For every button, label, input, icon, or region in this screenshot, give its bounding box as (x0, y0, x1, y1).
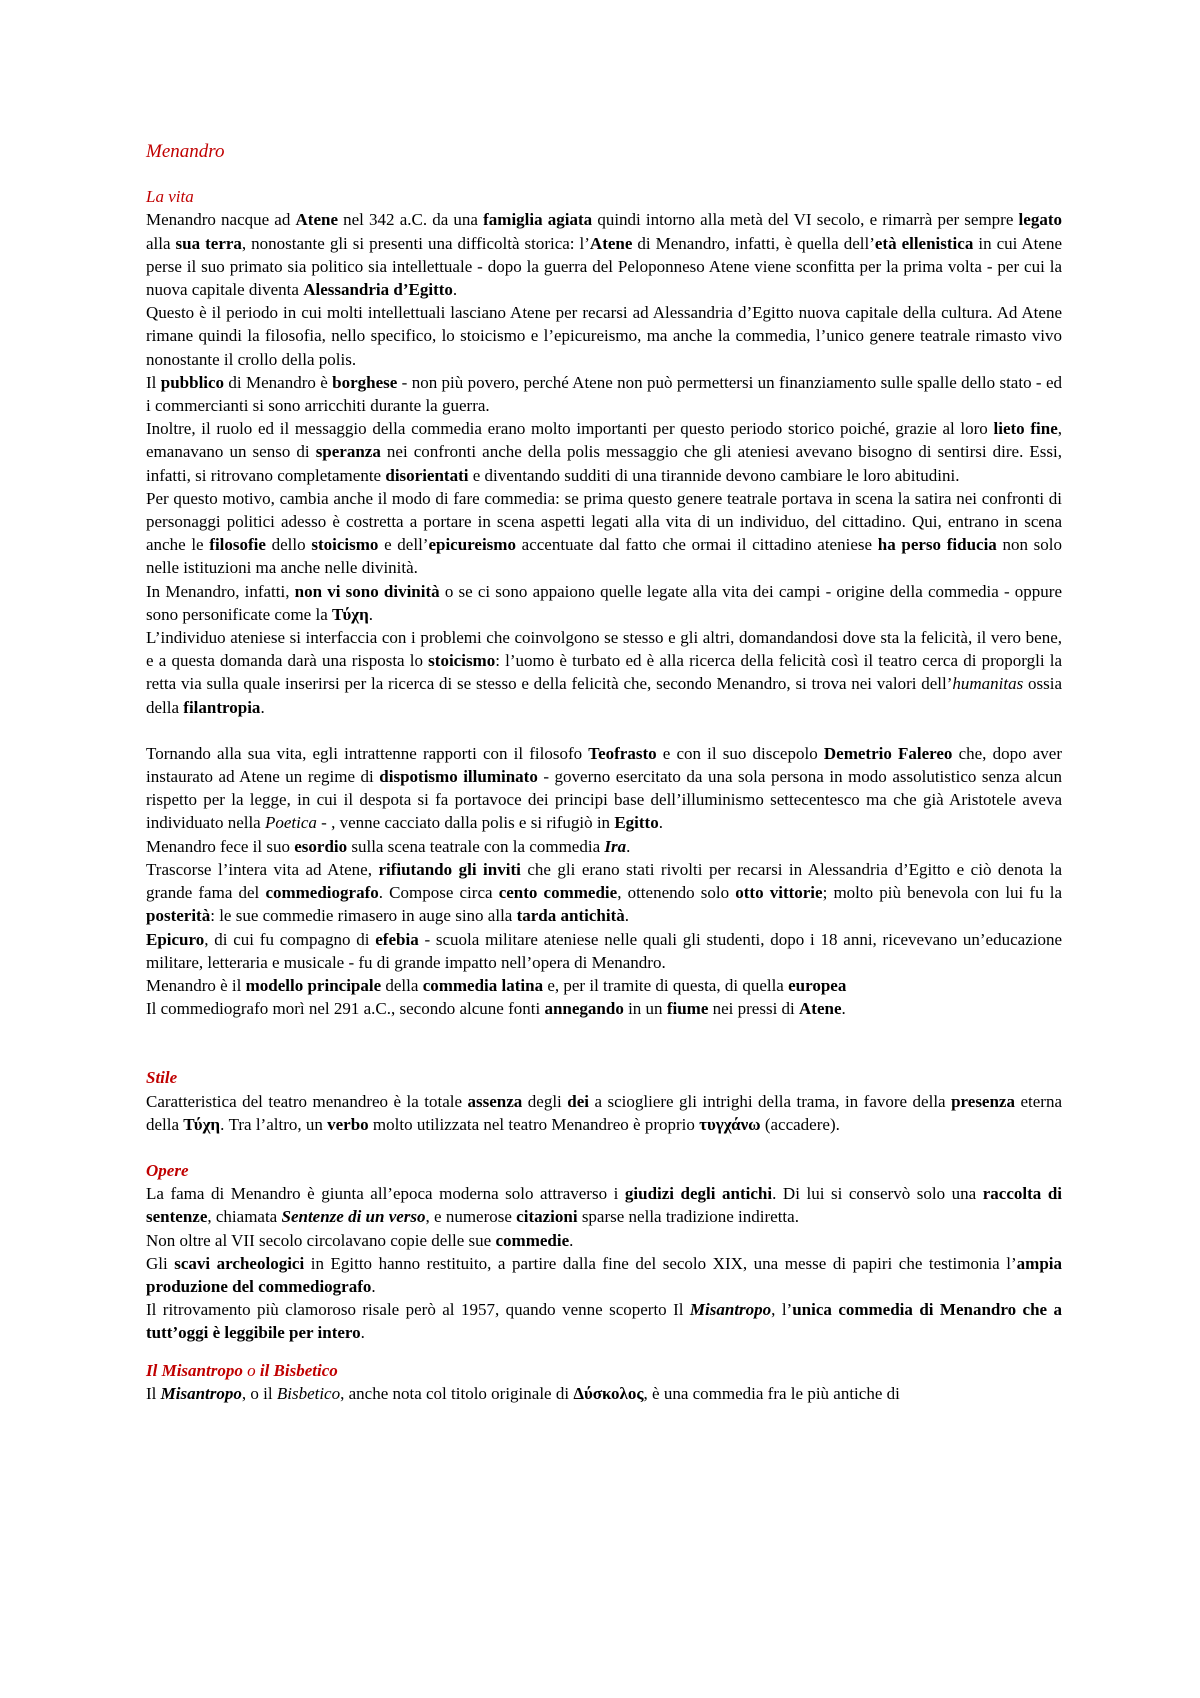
document-page (146, 140, 1062, 1405)
text-run: di Menandro, infatti, è quella dell’ (632, 233, 875, 253)
text-run: annegando (544, 999, 624, 1019)
text-run: rifiutando gli inviti (378, 859, 521, 879)
text-run: . (624, 906, 629, 926)
paragraph (146, 301, 1062, 371)
text-run: La fama di Menandro è giunta all’epoca moderna solo attraverso i (146, 1184, 625, 1204)
text-run: non solo nelle istituzioni ma anche nelle divinità. (146, 535, 1063, 578)
text-run: degli (522, 1091, 568, 1111)
text-run: commedie (495, 1230, 570, 1250)
text-run: eterna della (146, 1091, 1062, 1134)
text-run: cento commedie (498, 883, 618, 903)
text-run: e con il suo discepolo (656, 743, 824, 763)
text-run: otto vittorie (735, 883, 823, 903)
text-run: età ellenistica (874, 233, 974, 253)
text-run: efebia (375, 929, 419, 949)
paragraph (146, 580, 1062, 626)
text-run: , di cui fu compagno di (204, 929, 376, 949)
section-heading-vita: La vita (146, 187, 194, 207)
text-run: Il Misantropo (146, 1360, 243, 1380)
text-run: - scuola militare ateniese nelle quali gli studenti, dopo i 18 anni, ricevevano un’educazione militare, letteraria e musicale - fu di grande impatto nell’opera di Menandro. (146, 929, 1062, 972)
text-run: Bisbetico (276, 1383, 341, 1403)
text-run: - non più povero, perché Atene non può permettersi un finanziamento sulle spalle dello stato - ed i commercianti si sono arricchiti durante la guerra. (146, 372, 1062, 416)
paragraph (146, 1298, 1062, 1344)
text-run: Atene (295, 210, 338, 230)
spacer (146, 1020, 1062, 1066)
text-run: famiglia agiata (483, 210, 593, 230)
text-run: Misantropo (689, 1300, 772, 1320)
paragraph (146, 208, 1062, 301)
text-run: Menandro nacque ad (146, 210, 296, 230)
text-run: e dell’ (378, 535, 429, 555)
text-run: esordio (294, 836, 348, 856)
text-run: speranza (315, 442, 381, 462)
text-run: lieto fine (993, 419, 1058, 439)
text-run: ossia della (146, 674, 1063, 717)
section-vita-body-2 (146, 742, 1062, 1020)
text-run: Egitto (614, 813, 659, 833)
text-run: posterità (146, 906, 211, 926)
text-run: Questo è il periodo in cui molti intellettuali lasciano Atene per recarsi ad Alessandria d’Egitto nuova capitale della cultura. Ad Atene rimane quindi la filosofia, nello specifico, lo stoicismo e l’epicureismo, ma anche la commedia, l’unico genere teatrale rimasto vivo nonostante il crollo della polis. (146, 303, 1062, 369)
text-run: della (381, 975, 423, 995)
text-run: - , venne cacciato dalla polis e si rifugiò in (316, 813, 615, 833)
text-run: . Compose circa (378, 883, 499, 903)
text-run: nei pressi di (708, 999, 800, 1019)
text-run: Poetica (264, 813, 317, 833)
text-run: L’individuo ateniese si interfaccia con i problemi che coinvolgono se stesso e gli altri, domandandosi dove sta la felicità, il vero bene, e a questa domanda darà una risposta lo (146, 628, 1062, 671)
text-run: , anche nota col titolo originale di (340, 1383, 574, 1403)
text-run: : l’uomo è turbato ed è alla ricerca della felicità così il teatro cerca di proporgli la retta via sulla quale inserirsi per la ricerca di se stesso e della felicità che, secondo Menandro, si trova nei valori dell’ (146, 651, 1062, 694)
text-run: Teofrasto (588, 743, 657, 763)
text-run: nei confronti anche della polis messaggio che gli ateniesi avevano bisogno di sentirsi dire. Essi, infatti, si ritrovano completamente (146, 442, 1063, 485)
paragraph (146, 858, 1062, 928)
spacer (146, 719, 1062, 742)
text-run: Sentenze di un verso (281, 1207, 426, 1227)
text-run: filosofie (209, 535, 266, 555)
text-run: presenza (951, 1091, 1015, 1111)
text-run: epicureismo (428, 535, 516, 555)
text-run: che gli erano stati rivolti per recarsi in Alessandria d’Egitto e ciò denota la grande fama del (146, 859, 1063, 903)
text-run: ; molto più benevola con lui fu la (822, 883, 1062, 903)
text-run: : le sue commedie rimasero in auge sino alla (210, 906, 517, 926)
text-run: e diventando sudditi di una tirannide devono cambiare le loro abitudini. (468, 465, 960, 485)
text-run: . (658, 813, 663, 833)
text-run: , emanavano un senso di (146, 419, 1062, 462)
text-run: . (626, 836, 631, 856)
page-title: Menandro (146, 141, 225, 162)
text-run: . (569, 1230, 574, 1250)
text-run: . (452, 280, 458, 300)
text-run: ampia produzione del commediografo (146, 1253, 1062, 1296)
text-run: raccolta di sentenze (146, 1184, 1062, 1227)
text-run: sulla scena teatrale con la commedia (347, 836, 605, 856)
text-run: sua terra (175, 233, 242, 253)
paragraph (146, 742, 1062, 835)
text-run: . (371, 1276, 376, 1296)
text-run: a sciogliere gli intrighi della trama, in favore della (589, 1091, 952, 1111)
text-run: o (242, 1360, 260, 1380)
text-run: Τύχη (332, 604, 369, 624)
text-run: Inoltre, il ruolo ed il messaggio della commedia erano molto importanti per questo periodo storico poiché, grazie al loro (146, 419, 994, 439)
text-run: Il (146, 372, 161, 392)
section-stile-body (146, 1090, 1062, 1136)
text-run: , e numerose (425, 1207, 517, 1227)
text-run: Τύχη (183, 1114, 221, 1134)
section-heading-opere: Opere (146, 1160, 189, 1180)
text-run: molto utilizzata nel teatro Menandreo è proprio (368, 1114, 700, 1134)
paragraph (146, 1229, 1062, 1252)
paragraph (146, 1090, 1062, 1136)
text-run: pubblico (160, 372, 225, 392)
text-run: legato (1018, 210, 1062, 230)
text-run: nel 342 a.C. da una (337, 210, 484, 230)
text-run: , l’ (771, 1300, 793, 1320)
text-run: . Tra l’altro, un (220, 1114, 328, 1134)
text-run: , nonostante gli si presenti una difficoltà storica: l’ (241, 233, 590, 253)
text-run: Alessandria d’Egitto (303, 280, 453, 300)
section-vita-body (146, 208, 1062, 718)
text-run: stoicismo (428, 651, 496, 671)
text-run: Non oltre al VII secolo circolavano copie delle sue (146, 1230, 496, 1250)
paragraph (146, 1382, 1062, 1405)
text-run: in un (623, 999, 667, 1019)
text-run: Epicuro (146, 929, 205, 949)
text-run: accentuate dal fatto che ormai il cittadino ateniese (515, 535, 878, 555)
paragraph (146, 997, 1062, 1020)
paragraph (146, 487, 1062, 580)
text-run: humanitas (952, 674, 1024, 694)
text-run: . (360, 1323, 365, 1343)
text-run: citazioni (516, 1207, 578, 1227)
text-run: e, per il tramite di questa, di quella (543, 975, 789, 995)
paragraph (146, 928, 1062, 974)
paragraph (146, 626, 1062, 719)
text-run: Per questo motivo, cambia anche il modo di fare commedia: se prima questo genere teatrale portava in scena la satira nei confronti di personaggi politici adesso è costretta a portare in scena aspetti legati alla vita di un individuo, del cittadino. Qui, entrano in scena anche le (146, 488, 1062, 555)
text-run: (accadere). (760, 1114, 840, 1134)
text-run: ha perso fiducia (877, 535, 997, 555)
text-run: - governo esercitato da una sola persona in modo assolutistico senza alcun rispetto per la legge, in cui il despota si fa portavoce dei principi base dell’illuminismo settecentesco ma che già Aristotele aveva individuato nella (146, 767, 1062, 833)
section-opere-body (146, 1182, 1062, 1344)
text-run: commediografo (265, 883, 379, 903)
paragraph (146, 1252, 1062, 1298)
text-run: assenza (467, 1091, 523, 1111)
text-run: commedia latina (422, 975, 544, 995)
text-run: Ira (604, 836, 627, 856)
text-run: giudizi degli antichi (624, 1184, 773, 1204)
text-run: dei (567, 1091, 589, 1111)
text-run: quindi intorno alla metà del VI secolo, e rimarrà per sempre (592, 210, 1019, 230)
text-run: , chiamata (207, 1207, 282, 1227)
text-run: Trascorse l’intera vita ad Atene, (146, 859, 379, 879)
text-run: dispotismo illuminato (379, 767, 538, 787)
text-run: scavi archeologici (174, 1253, 305, 1273)
text-run: Il (146, 1383, 161, 1403)
text-run: , ottenendo solo (617, 883, 736, 903)
text-run: disorientati (385, 465, 469, 485)
section-misantropo-body (146, 1382, 1062, 1405)
text-run: Menandro fece il suo (146, 836, 295, 856)
text-run: . Di lui si conservò solo una (772, 1184, 983, 1204)
text-run: Atene (799, 999, 842, 1019)
text-run: Il ritrovamento più clamoroso risale però al 1957, quando venne scoperto Il (146, 1300, 690, 1320)
text-run: fiume (666, 999, 709, 1019)
text-run: In Menandro, infatti, (146, 581, 295, 601)
spacer (146, 1345, 1062, 1359)
text-run: unica commedia di Menandro che a tutt’oggi è leggibile per intero (146, 1300, 1062, 1343)
text-run: . (368, 604, 374, 624)
text-run: alla (146, 233, 176, 253)
text-run: Gli (146, 1253, 175, 1273)
text-run: . (260, 697, 265, 717)
paragraph (146, 371, 1062, 417)
text-run: o se ci sono appaiono quelle legate alla vita dei campi - origine della commedia - oppure sono personificate come la (146, 581, 1062, 624)
text-run: il Bisbetico (259, 1360, 338, 1380)
text-run: in Egitto hanno restituito, a partire dalla fine del secolo XIX, una messe di papiri che testimonia l’ (304, 1253, 1017, 1273)
text-run: modello principale (245, 975, 382, 995)
paragraph (146, 417, 1062, 487)
text-run: Menandro è il (146, 975, 246, 995)
text-run: Caratteristica del teatro menandreo è la totale (146, 1091, 468, 1111)
text-run: non vi sono divinità (294, 581, 440, 601)
text-run: Il commediografo morì nel 291 a.C., secondo alcune fonti (146, 999, 545, 1019)
text-run: filantropia (183, 697, 261, 717)
text-run: sparse nella tradizione indiretta. (577, 1207, 799, 1227)
text-run: che, dopo aver instaurato ad Atene un regime di (146, 743, 1063, 787)
text-run: in cui Atene perse il suo primato sia politico sia intellettuale - dopo la guerra del Peloponneso Atene viene sconfitta per la prima volta - per cui la nuova capitale diventa (146, 233, 1062, 300)
section-heading-stile: Stile (146, 1068, 178, 1088)
text-run: , è una commedia fra le più antiche di (643, 1383, 900, 1403)
text-run: stoicismo (311, 535, 379, 555)
paragraph (146, 974, 1062, 997)
text-run: . (841, 999, 846, 1019)
text-run: Demetrio Falereo (823, 743, 953, 763)
text-run: Δύσκολος (573, 1383, 644, 1403)
text-run: Tornando alla sua vita, egli intrattenne rapporti con il filosofo (146, 743, 589, 763)
text-run: europea (788, 975, 847, 995)
section-heading-misantropo (146, 1359, 1062, 1382)
text-run: verbo (327, 1114, 369, 1134)
text-run: di Menandro è (224, 372, 333, 392)
spacer (146, 1136, 1062, 1159)
paragraph (146, 1182, 1062, 1228)
text-run: , o il (241, 1383, 277, 1403)
text-run: tarda antichità (516, 906, 625, 926)
text-run: τυγχάνω (699, 1114, 761, 1134)
paragraph (146, 835, 1062, 858)
text-run: dello (265, 535, 312, 555)
text-run: Misantropo (160, 1383, 242, 1403)
text-run: Atene (589, 233, 633, 253)
text-run: borghese (332, 372, 398, 392)
